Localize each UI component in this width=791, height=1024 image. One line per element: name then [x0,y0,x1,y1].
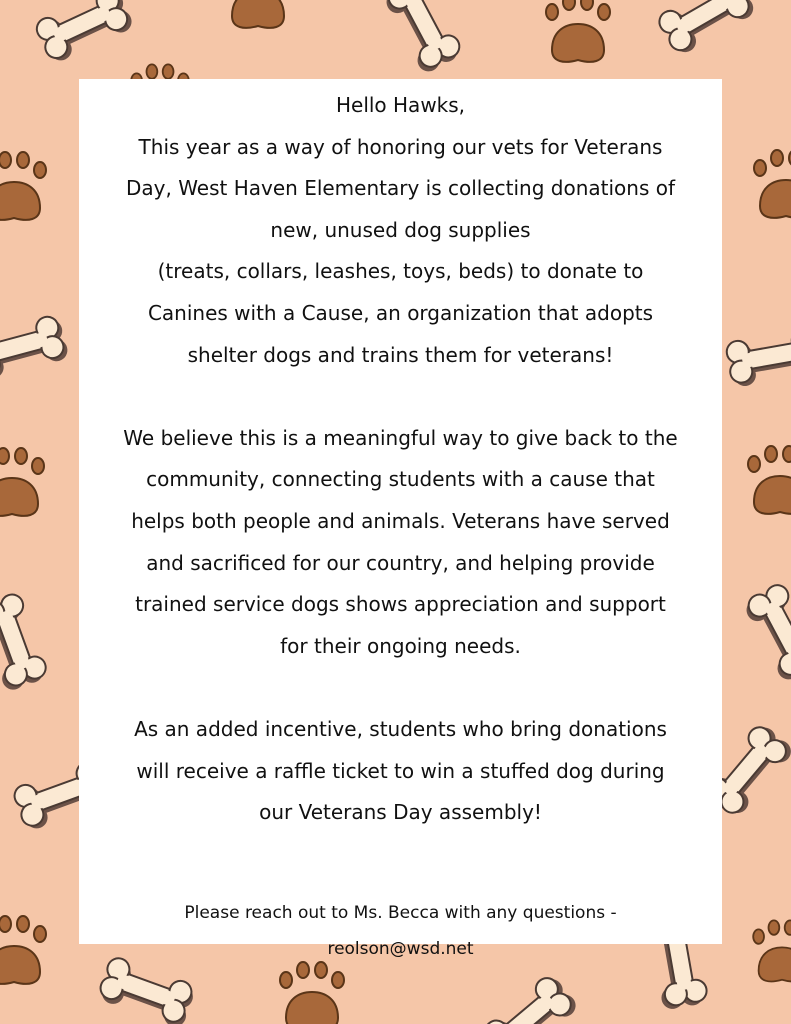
intro-paragraph: This year as a way of honoring our vets for Veterans Day, West Haven Elementary is collecting donations of new, unused dog supplies (treats, collars, leashes, toys, beds) to donate to Canines with a Cause, an organization that adopts shelter dogs and trains them for veterans! [125,134,675,367]
paw-print-icon [753,920,791,981]
contact-line: Please reach out to Ms. Becca with any questions - [184,903,617,924]
paw-print-icon [0,152,46,220]
incentive-paragraph: As an added incentive, students who bring donations will receive a raffle ticket to win a stuffed dog during our Veterans Day assembly! [134,716,667,825]
bone-icon [655,0,757,58]
contact-info [99,895,702,967]
paw-print-icon [280,962,344,1024]
paw-print-icon [546,0,610,62]
bone-icon [33,0,135,65]
bone-icon [0,591,50,692]
paw-print-icon [0,448,44,516]
bone-icon [741,581,791,683]
paw-print-icon [0,916,46,984]
paw-print-icon [748,446,791,514]
paw-print-icon [226,0,290,28]
greeting: Hello Hawks, [335,93,466,117]
paragraph-spacer [99,376,702,418]
bone-icon [0,314,70,382]
bone-icon [381,0,464,75]
flyer-card [79,79,722,960]
paw-print-icon [754,150,791,218]
paragraph-spacer [99,834,702,876]
bone-icon [481,972,580,1024]
paragraph-spacer [99,667,702,709]
contact-email[interactable]: reolson@wsd.net [327,939,474,960]
bone-icon [725,327,791,388]
belief-paragraph: We believe this is a meaningful way to give back to the community, connecting students with a cause that helps both people and animals. Veterans have served and sacrificed for our country, and helping provide trained service dogs shows appreciation and support for their ongoing needs. [123,425,678,658]
